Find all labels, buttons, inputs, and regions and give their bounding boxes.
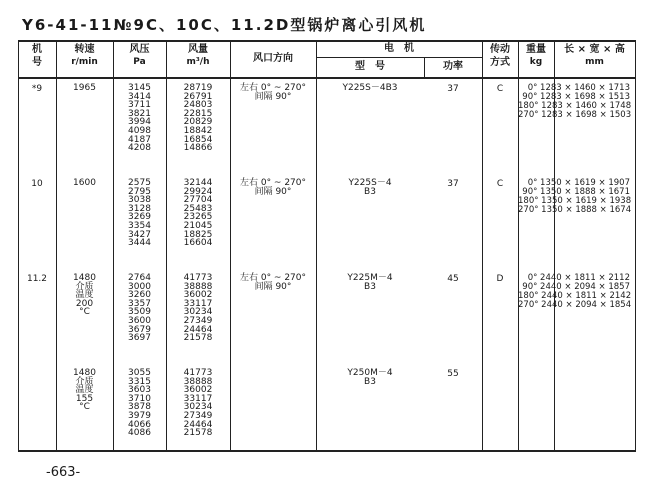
header-pressure: 风压 Pa: [129, 44, 150, 67]
row-flow: [166, 179, 230, 248]
header-motor-power: 功率: [443, 61, 463, 72]
row-dims-line: 0° 1350 × 1619 × 1907: [527, 178, 630, 188]
row-flow-line: 41773: [183, 368, 213, 378]
row-pressure-line: 3315: [128, 376, 151, 387]
row-flow-line: 21045: [183, 220, 213, 231]
row-pressure-line: 3509: [128, 307, 151, 318]
row-flow-line: 26791: [183, 91, 213, 102]
page-title: Y6-41-11№9C、10C、11.2D型锅炉离心引风机: [22, 16, 427, 34]
row-motor-type-line: Y225M－4: [347, 273, 393, 283]
row-flow-line: 16604: [183, 238, 213, 249]
row-drive: D: [496, 274, 504, 284]
row-flow: [166, 84, 230, 153]
row-pressure-line: 3260: [128, 290, 151, 301]
row-outlet-line: 左右 0° ~ 270°: [239, 178, 307, 188]
header-model-no: 机 号: [32, 44, 42, 68]
row-outlet: [230, 274, 316, 292]
header-dims: 长 × 宽 × 高 mm: [564, 44, 625, 67]
row-flow-line: 22815: [183, 108, 213, 119]
row-model-no: 11.2: [26, 274, 48, 284]
header-motor-type: 型 号: [355, 61, 385, 72]
row-pressure-line: 3821: [128, 108, 151, 119]
row-dims: [518, 179, 630, 215]
row-power: 55: [447, 369, 459, 379]
header-weight: 重量 kg: [526, 44, 546, 67]
row-flow-line: 36002: [183, 290, 213, 301]
row-dims-line: 270° 2440 × 2094 × 1854: [518, 300, 632, 310]
row-speed-line: 155: [75, 393, 94, 404]
row-flow-line: 30234: [183, 402, 213, 413]
row-pressure-line: 3000: [128, 281, 151, 292]
row-pressure-line: 3710: [128, 393, 151, 404]
row-flow-line: 27704: [183, 195, 213, 206]
row-flow-line: 16854: [183, 134, 213, 145]
row-dims-line: 90° 1283 × 1698 × 1513: [522, 92, 630, 102]
row-speed-line: 1965: [73, 83, 96, 93]
row-pressure-line: 3128: [128, 203, 151, 214]
row-model-no: *9: [31, 84, 43, 94]
row-dims-line: 180° 2440 × 1811 × 2142: [518, 291, 632, 301]
row-flow-line: 25483: [183, 203, 213, 214]
row-pressure-line: 4066: [128, 419, 151, 430]
header-flow: 风量 m³/h: [186, 44, 210, 67]
row-speed-line: 介质: [75, 376, 94, 387]
row-pressure-line: 3414: [128, 91, 151, 102]
row-speed-line: 1480: [73, 368, 96, 378]
row-flow: [166, 369, 230, 438]
row-speed: [56, 369, 113, 412]
row-outlet-line: 间隔 90°: [254, 187, 292, 197]
row-drive: C: [496, 84, 504, 94]
row-outlet-line: 左右 0° ~ 270°: [239, 83, 307, 93]
row-speed: [56, 179, 113, 188]
row-flow-line: 36002: [183, 385, 213, 396]
row-motor-type-line: Y250M－4: [347, 368, 393, 378]
row-outlet-line: 间隔 90°: [254, 92, 292, 102]
row-dims-line: 270° 1283 × 1698 × 1503: [518, 110, 632, 120]
row-speed: [56, 84, 113, 93]
row-flow-line: 14866: [183, 143, 213, 154]
row-flow-line: 38888: [183, 376, 213, 387]
row-motor-type-line: Y225S－4B3: [342, 83, 398, 93]
row-flow-line: 18825: [183, 229, 213, 240]
row-flow-line: 30234: [183, 307, 213, 318]
row-pressure-line: 3145: [128, 83, 151, 93]
row-dims-line: 0° 2440 × 1811 × 2112: [527, 273, 630, 283]
row-pressure-line: 2764: [128, 273, 151, 283]
row-outlet-line: 左右 0° ~ 270°: [239, 273, 307, 283]
row-pressure-line: 3269: [128, 212, 151, 223]
col-rule: [635, 40, 636, 452]
row-flow-line: 24464: [183, 324, 213, 335]
row-dims: [518, 84, 630, 120]
row-motor-type: [316, 179, 424, 197]
header-outlet: 风口方向: [253, 53, 293, 64]
row-pressure-line: 3878: [128, 402, 151, 413]
row-dims-line: 90° 2440 × 2094 × 1857: [522, 282, 630, 292]
row-speed-line: 1600: [73, 178, 96, 188]
row-flow-line: 41773: [183, 273, 213, 283]
row-pressure-line: 3600: [128, 315, 151, 326]
row-motor-type-line: B3: [364, 377, 376, 387]
row-flow-line: 33117: [183, 298, 213, 309]
row-pressure-line: 3055: [128, 368, 151, 378]
row-flow-line: 23265: [183, 212, 213, 223]
row-pressure-line: 4086: [128, 428, 151, 439]
row-dims-line: 0° 1283 × 1460 × 1713: [527, 83, 630, 93]
row-flow-line: 24803: [183, 100, 213, 111]
row-motor-type: [316, 369, 424, 387]
row-pressure-line: 4208: [128, 143, 151, 154]
row-speed: [56, 274, 113, 317]
row-flow-line: 38888: [183, 281, 213, 292]
row-pressure-line: 3994: [128, 117, 151, 128]
row-pressure-line: 3711: [128, 100, 151, 111]
row-dims-line: 180° 1350 × 1619 × 1938: [518, 196, 632, 206]
row-motor-type-line: B3: [364, 187, 376, 197]
row-speed-line: 温度: [75, 290, 94, 301]
row-dims-line: 90° 1350 × 1888 × 1671: [522, 187, 630, 197]
row-pressure-line: 3427: [128, 229, 151, 240]
row-pressure: [113, 179, 166, 248]
row-outlet: [230, 84, 316, 102]
row-dims: [518, 274, 630, 310]
row-flow-line: 32144: [183, 178, 213, 188]
row-pressure-line: 3679: [128, 324, 151, 335]
row-outlet: [230, 179, 316, 197]
row-power: 45: [447, 274, 459, 284]
row-outlet-line: 间隔 90°: [254, 282, 292, 292]
row-flow-line: 21578: [183, 428, 213, 439]
row-motor-type-line: B3: [364, 282, 376, 292]
row-flow: [166, 274, 230, 343]
table-body: [18, 40, 635, 452]
row-flow-line: 21578: [183, 333, 213, 344]
row-model-no: 10: [31, 179, 43, 189]
row-pressure-line: 3697: [128, 333, 151, 344]
header-drive: 传动 方式: [490, 44, 510, 68]
row-speed-line: °C: [79, 402, 90, 413]
row-dims-line: 270° 1350 × 1888 × 1674: [518, 205, 632, 215]
row-dims-line: 180° 1283 × 1460 × 1748: [518, 101, 632, 111]
row-pressure-line: 3357: [128, 298, 151, 309]
row-pressure: [113, 84, 166, 153]
row-flow-line: 27349: [183, 410, 213, 421]
row-pressure-line: 3354: [128, 220, 151, 231]
row-flow-line: 20829: [183, 117, 213, 128]
row-pressure-line: 4098: [128, 125, 151, 136]
row-pressure-line: 3979: [128, 410, 151, 421]
row-speed-line: 温度: [75, 385, 94, 396]
row-speed-line: 200: [75, 298, 94, 309]
row-pressure-line: 3038: [128, 195, 151, 206]
row-flow-line: 29924: [183, 186, 213, 197]
row-pressure-line: 2795: [128, 186, 151, 197]
header-motor: 电 机: [384, 43, 414, 54]
row-speed-line: 介质: [75, 281, 94, 292]
row-power: 37: [447, 179, 459, 189]
row-speed-line: 1480: [73, 273, 96, 283]
page-number: -663-: [46, 465, 81, 480]
row-flow-line: 18842: [183, 125, 213, 136]
row-flow-line: 33117: [183, 393, 213, 404]
row-pressure: [113, 369, 166, 438]
row-flow-line: 28719: [183, 83, 213, 93]
row-speed-line: °C: [79, 307, 90, 318]
row-pressure: [113, 274, 166, 343]
header-speed: 转速 r/min: [71, 44, 98, 67]
row-pressure-line: 3603: [128, 385, 151, 396]
row-drive: C: [496, 179, 504, 189]
row-flow-line: 27349: [183, 315, 213, 326]
row-power: 37: [447, 84, 459, 94]
row-flow-line: 24464: [183, 419, 213, 430]
row-pressure-line: 4187: [128, 134, 151, 145]
row-pressure-line: 2575: [128, 178, 151, 188]
row-motor-type-line: Y225S－4: [348, 178, 392, 188]
row-motor-type: [316, 84, 424, 93]
row-pressure-line: 3444: [128, 238, 151, 249]
row-motor-type: [316, 274, 424, 292]
